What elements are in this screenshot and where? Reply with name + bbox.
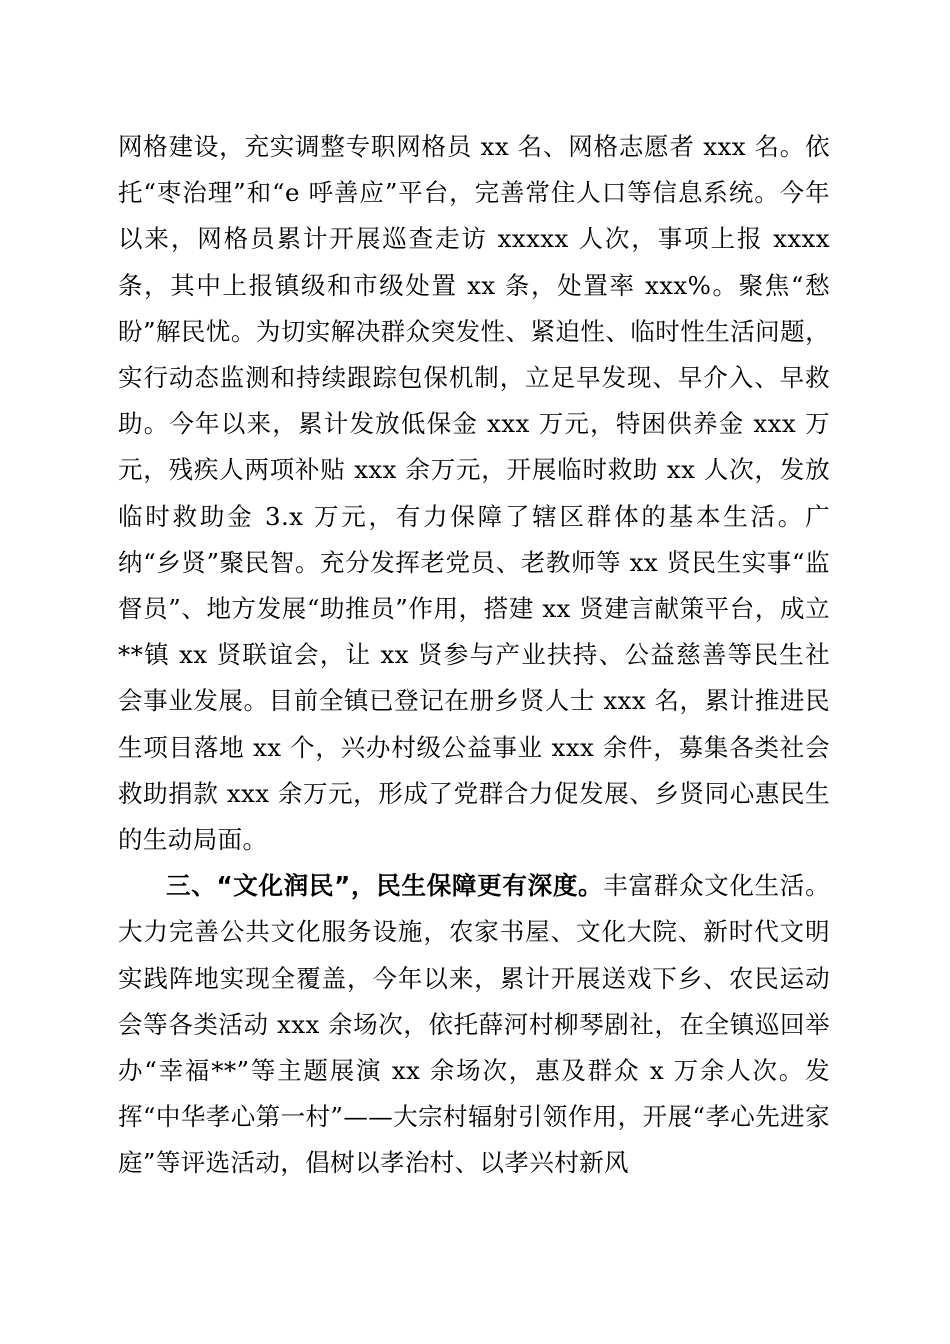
section-3-heading: 三、“文化润民”，民生保障更有深度。 (166, 871, 604, 901)
body-paragraph-1: 网格建设，充实调整专职网格员 xx 名、网格志愿者 xxx 名。依托“枣治理”和“e 呼善应”平台，完善常住人口等信息系统。今年以来，网格员累计开展巡查走访 xxxxx 人次，事项上报 xxxx 条，其中上报镇级和市级处置 xx 条，处置率 xxx%。聚焦“愁盼”解民忧。为切实解决群众突发性、紧迫性、临时性生活问题，实行动态监测和持续跟踪包保机制，立足早发现、早介入、早救助。今年以来，累计发放低保金 xxx 万元，特困供养金 xxx 万元，残疾人两项补贴 xxx 余万元，开展临时救助 xx 人次，发放临时救助金 3.x 万元，有力保障了辖区群体的基本生活。广纳“乡贤”聚民智。充分发挥老党员、老教师等 xx 贤民生实事“监督员”、地方发展“助推员”作用，搭建 xx 贤建言献策平台，成立**镇 xx 贤联谊会，让 xx 贤参与产业扶持、公益慈善等民生社会事业发展。目前全镇已登记在册乡贤人士 xxx 名，累计推进民生项目落地 xx 个，兴办村级公益事业 xxx 余件，募集各类社会救助捐款 xxx 余万元，形成了党群合力促发展、乡贤同心惠民生的生动局面。 (118, 132, 830, 855)
section-3-paragraph (118, 863, 830, 1186)
document-body (118, 124, 830, 1187)
section-3-body: 丰富群众文化生活。大力完善公共文化服务设施，农家书屋、文化大院、新时代文明实践阵地实现全覆盖，今年以来，累计开展送戏下乡、农民运动会等各类活动 xxx 余场次，依托薛河村柳琴剧社，在全镇巡回举办“幸福**”等主题展演 xx 余场次，惠及群众 x 万余人次。发挥“中华孝心第一村”——大宗村辐射引领作用，开展“孝心先进家庭”等评选活动，倡树以孝治村、以孝兴村新风 (118, 871, 830, 1178)
